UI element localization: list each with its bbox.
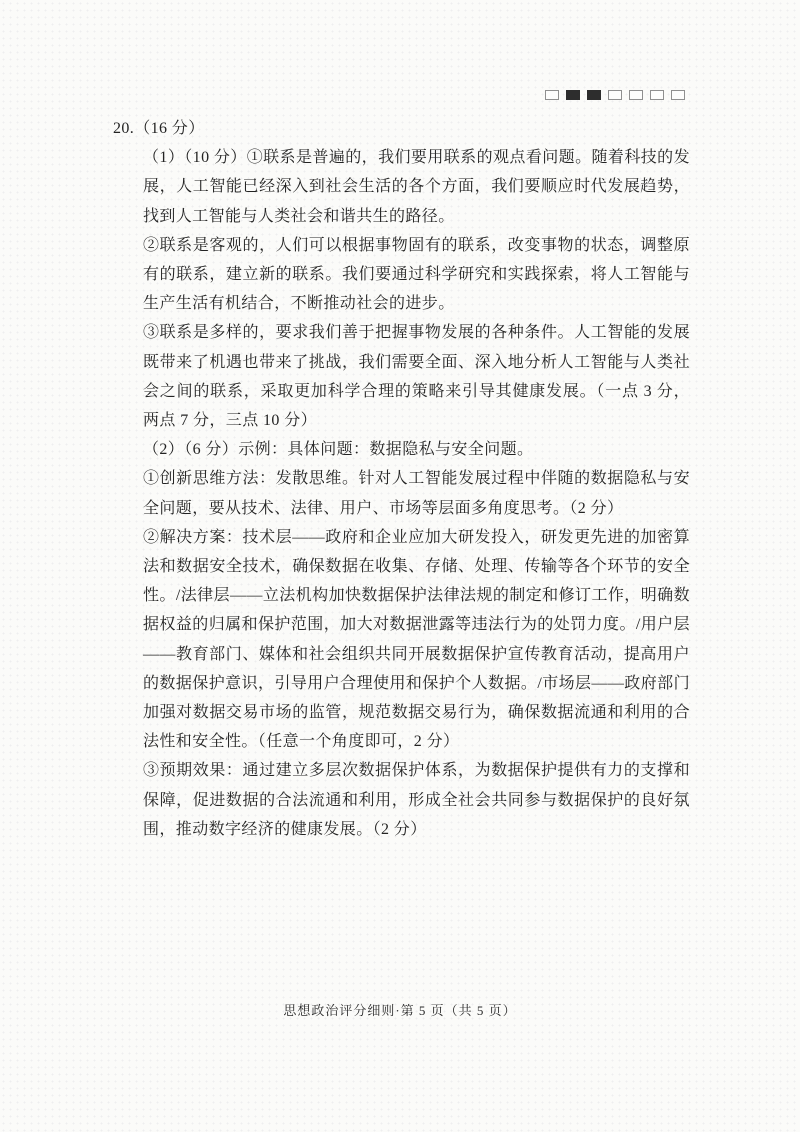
answer-paragraph: ①创新思维方法：发散思维。针对人工智能发展过程中伴随的数据隐私与安全问题，要从技术、法律、用户、市场等层面多角度思考。（2 分）: [143, 470, 690, 517]
calibration-square: [566, 90, 580, 100]
calibration-square: [545, 90, 559, 100]
calibration-square: [608, 90, 622, 100]
answer-paragraph: （2）（6 分）示例：具体问题：数据隐私与安全问题。: [143, 441, 534, 459]
print-calibration-marks: [545, 90, 685, 100]
calibration-square: [650, 90, 664, 100]
answer-paragraph: ②解决方案：技术层——政府和企业应加大研发投入，研发更先进的加密算法和数据安全技术，确保数据在收集、存储、处理、传输等各个环节的安全性。/法律层——立法机构加快数据保护法律法规的制定和修订工作，明确数据权益的归属和保护范围，加大对数据泄露等违法行为的处罚力度。/用户层——教育部门、媒体和社会组织共同开展数据保护宣传教育活动，提高用户的数据保护意识，引导用户合理使用和保护个人数据。/市场层——政府部门加强对数据交易市场的监管，规范数据交易行为，确保数据流通和利用的合法性和安全性。（任意一个角度即可，2 分）: [143, 528, 690, 751]
answer-paragraph: ③预期效果：通过建立多层次数据保护体系，为数据保护提供有力的支撑和保障，促进数据的合法流通和利用，形成全社会共同参与数据保护的良好氛围，推动数字经济的健康发展。（2 分）: [143, 762, 690, 838]
answer-key-content: [113, 114, 690, 844]
answer-paragraphs: [143, 143, 690, 844]
answer-paragraph: ②联系是客观的，人们可以根据事物固有的联系，改变事物的状态，调整原有的联系，建立新的联系。我们要通过科学研究和实践探索，将人工智能与生产生活有机结合，不断推动社会的进步。: [143, 236, 690, 313]
answer-paragraph: ③联系是多样的，要求我们善于把握事物发展的各种条件。人工智能的发展既带来了机遇也带来了挑战，我们需要全面、深入地分析人工智能与人类社会之间的联系，采取更加科学合理的策略来引导其健康发展。（一点 3 分，两点 7 分，三点 10 分）: [143, 324, 690, 430]
page-footer: 思想政治评分细则·第 5 页（共 5 页）: [283, 1003, 517, 1018]
answer-paragraph: （1）（10 分）①联系是普遍的，我们要用联系的观点看问题。随着科技的发展，人工智能已经深入到社会生活的各个方面，我们要顺应时代发展趋势，找到人工智能与人类社会和谐共生的路径。: [143, 149, 690, 225]
calibration-square: [587, 90, 601, 100]
calibration-square: [629, 90, 643, 100]
question-number-heading: 20.（16 分）: [113, 120, 205, 137]
calibration-square: [671, 90, 685, 100]
